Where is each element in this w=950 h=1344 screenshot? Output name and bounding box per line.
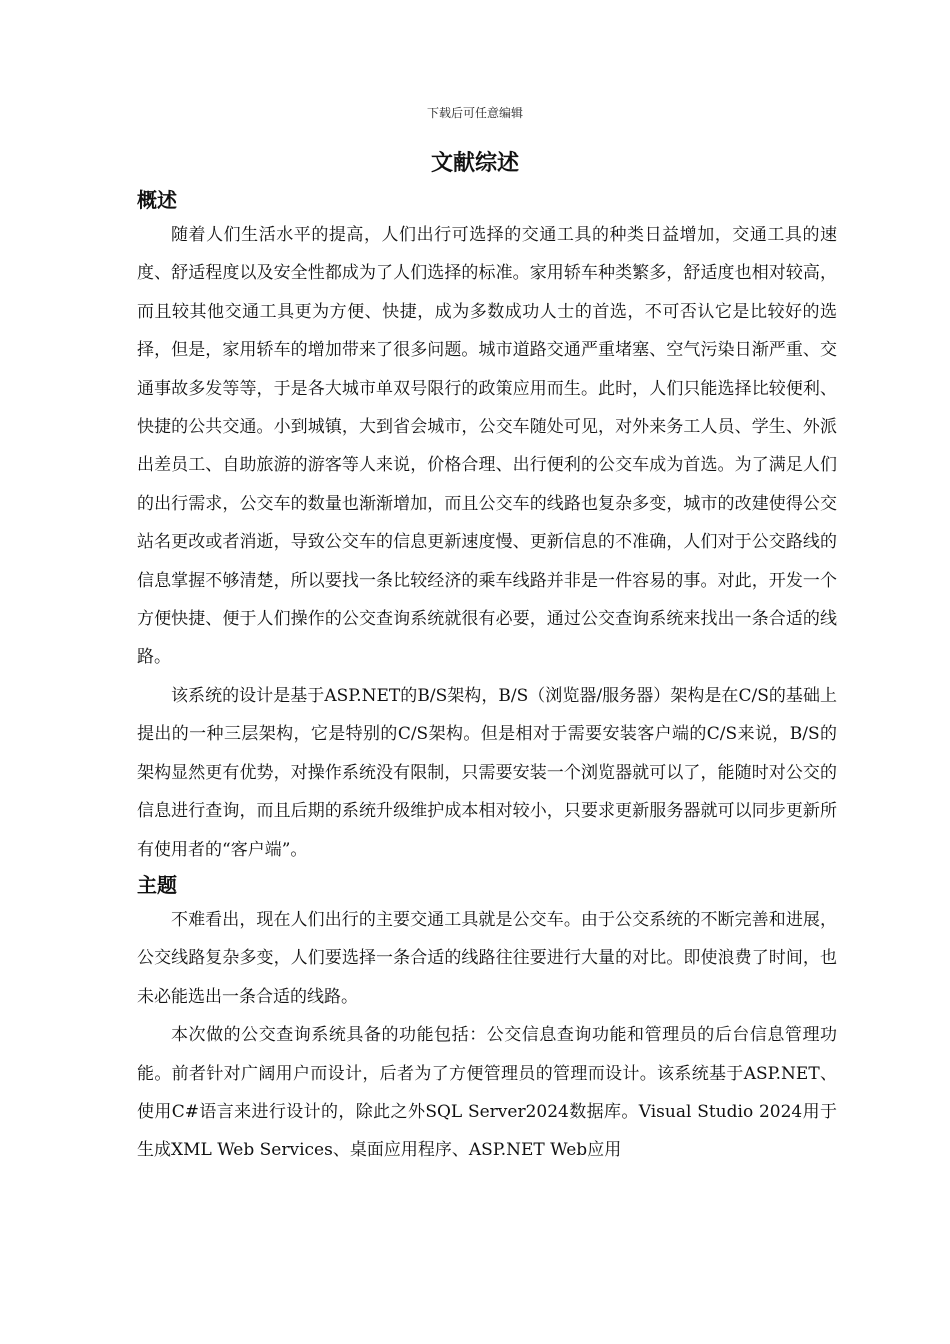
section-heading-overview: 概述 [137, 188, 177, 212]
header-note: 下载后可任意编辑 [426, 106, 523, 120]
topic-paragraph-1: 不难看出，现在人们出行的主要交通工具就是公交车。由于公交系统的不断完善和进展，公交线路复杂多变，人们要选择一条合适的线路往往要进行大量的对比。即使浪费了时间，也未必能选出一条合适的线路。 [137, 909, 837, 1007]
overview-paragraph-2: 该系统的设计是基于ASP.NET的B/S架构，B/S（浏览器/服务器）架构是在C/S的基础上提出的一种三层架构，它是特别的C/S架构。但是相对于需要安装客户端的C/S来说，B/S的架构显然更有优势，对操作系统没有限制，只需要安装一个浏览器就可以了，能随时对公交的信息进行查询，而且后期的系统升级维护成本相对较小，只要求更新服务器就可以同步更新所有使用者的“客户端”。 [137, 685, 837, 860]
overview-paragraph-1: 随着人们生活水平的提高，人们出行可选择的交通工具的种类日益增加，交通工具的速度、舒适程度以及安全性都成为了人们选择的标准。家用轿车种类繁多，舒适度也相对较高，而且较其他交通工具更为方便、快捷，成为多数成功人士的首选，不可否认它是比较好的选择，但是，家用轿车的增加带来了很多问题。城市道路交通严重堵塞、空气污染日渐严重、交通事故多发等等，于是各大城市单双号限行的政策应用而生。此时，人们只能选择比较便利、快捷的公共交通。小到城镇，大到省会城市，公交车随处可见，对外来务工人员、学生、外派出差员工、自助旅游的游客等人来说，价格合理、出行便利的公交车成为首选。为了满足人们的出行需求，公交车的数量也渐渐增加，而且公交车的线路也复杂多变，城市的改建使得公交站名更改或者消逝，导致公交车的信息更新速度慢、更新信息的不准确，人们对于公交路线的信息掌握不够清楚，所以要找一条比较经济的乘车线路并非是一件容易的事。对此，开发一个方便快捷、便于人们操作的公交查询系统就很有必要，通过公交查询系统来找出一条合适的线路。 [137, 225, 837, 668]
document-body [137, 184, 837, 1170]
section-heading-topic: 主题 [137, 872, 177, 897]
topic-paragraph-2: 本次做的公交查询系统具备的功能包括：公交信息查询功能和管理员的后台信息管理功能。前者针对广阔用户而设计，后者为了方便管理员的管理而设计。该系统基于ASP.NET、使用C#语言来进行设计的，除此之外SQL Server2024数据库。Visual Studio 2024用于生成XML Web Services、桌面应用程序、ASP.NET Web应用 [137, 1025, 837, 1161]
document-title: 文献综述 [430, 150, 519, 176]
